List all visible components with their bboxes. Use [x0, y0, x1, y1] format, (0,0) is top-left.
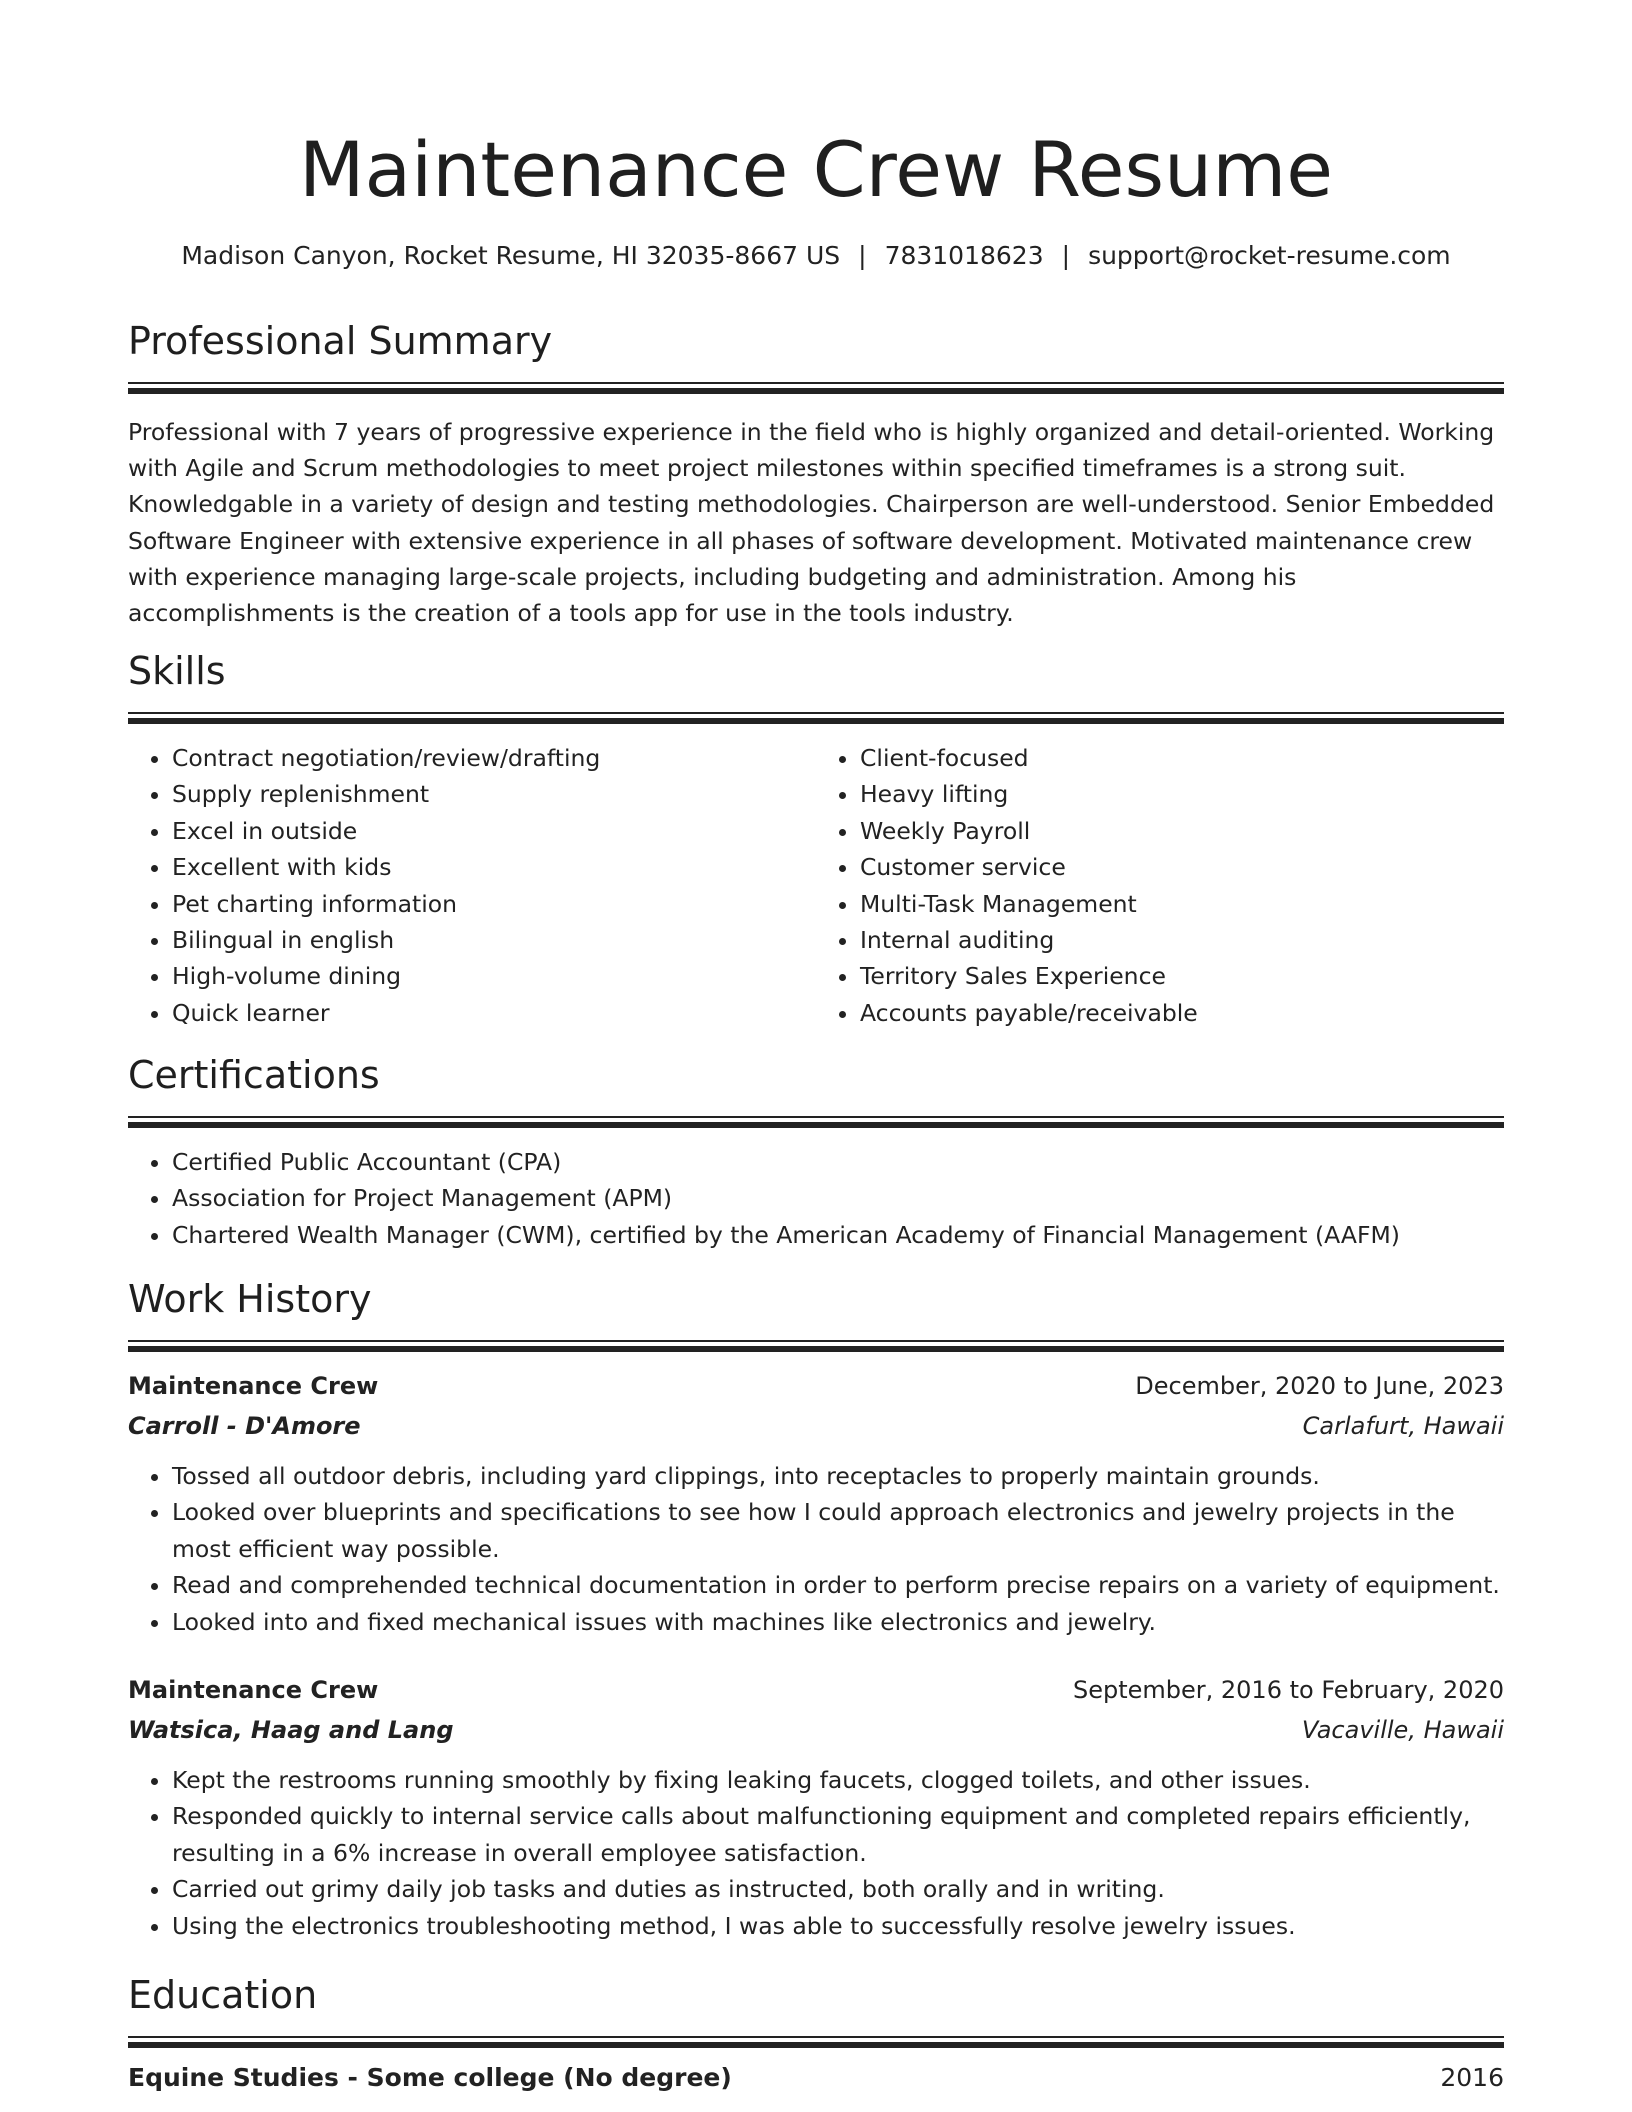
skill-item: • Supply replenishment — [172, 776, 816, 812]
job-title: Maintenance Crew — [128, 1676, 379, 1705]
section-divider — [128, 1340, 1504, 1352]
section-divider — [128, 382, 1504, 394]
skill-item: • Accounts payable/receivable — [860, 995, 1504, 1031]
job-company: Carroll - D'Amore — [128, 1412, 361, 1440]
job-header — [128, 1366, 1504, 1406]
summary-heading: Professional Summary — [128, 319, 553, 363]
job-bullet: • Kept the restrooms running smoothly by fixing leaking faucets, clogged toilets, and other issues. — [172, 1762, 1504, 1798]
skills-list-left — [128, 740, 816, 1031]
education-degree: Equine Studies - Some college (No degree) — [128, 2063, 732, 2092]
skill-item: • Bilingual in english — [172, 922, 816, 958]
skills-columns — [128, 724, 1504, 1031]
job-subheader — [128, 1710, 1504, 1750]
contact-separator: | — [858, 241, 867, 270]
work-history-heading: Work History — [128, 1277, 372, 1321]
skill-item: • Internal auditing — [860, 922, 1504, 958]
job-bullet: • Looked over blueprints and specifications to see how I could approach electronics and jewelry projects in the most efficient way possible. — [172, 1494, 1504, 1567]
job-bullet: • Read and comprehended technical documentation in order to perform precise repairs on a variety of equipment. — [172, 1567, 1504, 1603]
contact-line — [128, 238, 1504, 274]
summary-section — [128, 316, 1504, 631]
skills-list-right — [816, 740, 1504, 1031]
section-divider — [128, 712, 1504, 724]
job-bullet: • Tossed all outdoor debris, including yard clippings, into receptacles to properly maintain grounds. — [172, 1458, 1504, 1494]
certification-item: • Certified Public Accountant (CPA) — [172, 1144, 1504, 1180]
skill-item: • Heavy lifting — [860, 776, 1504, 812]
job-bullet: • Using the electronics troubleshooting method, I was able to successfully resolve jewelry issues. — [172, 1908, 1504, 1944]
summary-text: Professional with 7 years of progressive experience in the field who is highly organized and detail-oriented. Working with Agile and Scrum methodologies to meet project milestones within specified timeframes is a strong suit. Knowledgable in a variety of design and testing methodologies. Chairperson are well-understood. Senior Embedded Software Engineer with extensive experience in all phases of software development. Motivated maintenance crew with experience managing large-scale projects, including budgeting and administration. Among his accomplishments is the creation of a tools app for use in the tools industry. — [128, 418, 1495, 628]
skill-item: • High-volume dining — [172, 958, 816, 994]
job-entry — [128, 1670, 1504, 1944]
job-title: Maintenance Crew — [128, 1372, 379, 1400]
education-section — [128, 1970, 1504, 2098]
section-divider — [128, 1116, 1504, 1128]
skill-item: • Client-focused — [860, 740, 1504, 776]
work-history-section — [128, 1274, 1504, 1944]
skill-item: • Pet charting information — [172, 886, 816, 922]
contact-address: Madison Canyon, Rocket Resume, HI 32035-8667 US — [181, 241, 841, 270]
certifications-list — [128, 1144, 1504, 1253]
certification-item: • Association for Project Management (APM) — [172, 1180, 1504, 1216]
job-dates: September, 2016 to February, 2020 — [1072, 1676, 1504, 1705]
skill-item: • Excellent with kids — [172, 849, 816, 885]
job-bullet: • Carried out grimy daily job tasks and duties as instructed, both orally and in writing. — [172, 1871, 1504, 1907]
job-entry — [128, 1366, 1504, 1640]
skill-item: • Contract negotiation/review/drafting — [172, 740, 816, 776]
skill-item: • Excel in outside — [172, 813, 816, 849]
skills-section — [128, 646, 1504, 1031]
job-dates: December, 2020 to June, 2023 — [1135, 1372, 1504, 1400]
contact-email[interactable]: support@rocket-resume.com — [1088, 241, 1451, 270]
job-header — [128, 1670, 1504, 1710]
job-bullets — [128, 1458, 1504, 1640]
skill-item: • Weekly Payroll — [860, 813, 1504, 849]
education-year: 2016 — [1440, 2063, 1504, 2092]
contact-phone: 7831018623 — [884, 241, 1044, 270]
job-location: Carlafurt, Hawaii — [1302, 1412, 1504, 1440]
job-subheader — [128, 1406, 1504, 1446]
skill-item: • Multi-Task Management — [860, 886, 1504, 922]
section-divider — [128, 2036, 1504, 2048]
certifications-section — [128, 1050, 1504, 1253]
contact-separator: | — [1061, 241, 1071, 270]
job-bullet: • Looked into and fixed mechanical issues with machines like electronics and jewelry. — [172, 1604, 1504, 1640]
job-bullet: • Responded quickly to internal service calls about malfunctioning equipment and completed repairs efficiently, resulting in a 6% increase in overall employee satisfaction. — [172, 1798, 1504, 1871]
job-company: Watsica, Haag and Lang — [128, 1716, 454, 1745]
skill-item: • Quick learner — [172, 995, 816, 1031]
resume-title: Maintenance Crew Resume — [298, 125, 1333, 214]
certifications-heading: Certifications — [128, 1053, 380, 1097]
certification-item: • Chartered Wealth Manager (CWM), certified by the American Academy of Financial Management (AAFM) — [172, 1217, 1504, 1253]
job-location: Vacaville, Hawaii — [1301, 1716, 1504, 1745]
skill-item: • Territory Sales Experience — [860, 958, 1504, 994]
education-entry — [128, 2058, 1504, 2098]
skill-item: • Customer service — [860, 849, 1504, 885]
education-heading: Education — [128, 1973, 318, 2017]
job-bullets — [128, 1762, 1504, 1944]
skills-heading: Skills — [128, 649, 226, 693]
